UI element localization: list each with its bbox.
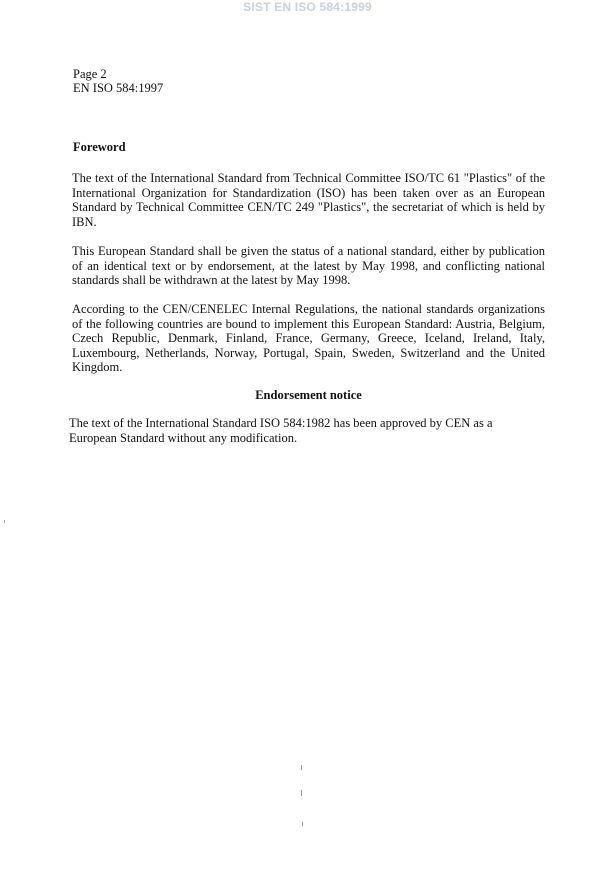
watermark: SIST EN ISO 584:1999 (243, 0, 372, 14)
foreword-paragraph-2: This European Standard shall be given the status of a national standard, either by publication of an identical text or by endorsement, at the latest by May 1998, and conflicting national standards shall be withdrawn at the latest by May 1998. (72, 244, 545, 288)
foreword-paragraph-3: According to the CEN/CENELEC Internal Regulations, the national standards organizations of the following countries are bound to implement this European Standard: Austria, Belgium, Czech Republic, Denmark, Finland, France, Germany, Greece, Iceland, Ireland, Italy, Luxembourg, Netherlands, Norway, Portugal, Spain, Sweden, Switzerland and the United Kingdom. (72, 302, 545, 375)
endorsement-heading: Endorsement notice (255, 388, 362, 402)
standard-number: EN ISO 584:1997 (73, 81, 164, 95)
foreword-heading: Foreword (73, 140, 126, 154)
scan-speck (301, 765, 302, 770)
scan-speck (302, 822, 303, 826)
foreword-paragraph-1: The text of the International Standard from Technical Committee ISO/TC 61 "Plastics" of the International Organization for Standardization (ISO) has been taken over as an European Standard by Technical Committee CEN/TC 249 "Plastics", the secretariat of which is held by IBN. (72, 171, 545, 229)
endorsement-text: The text of the International Standard ISO 584:1982 has been approved by CEN as a European Standard without any modification. (69, 416, 493, 445)
scan-speck (4, 520, 5, 523)
page-header (73, 67, 163, 95)
scan-speck (301, 790, 302, 796)
page-number: Page 2 (73, 67, 107, 81)
